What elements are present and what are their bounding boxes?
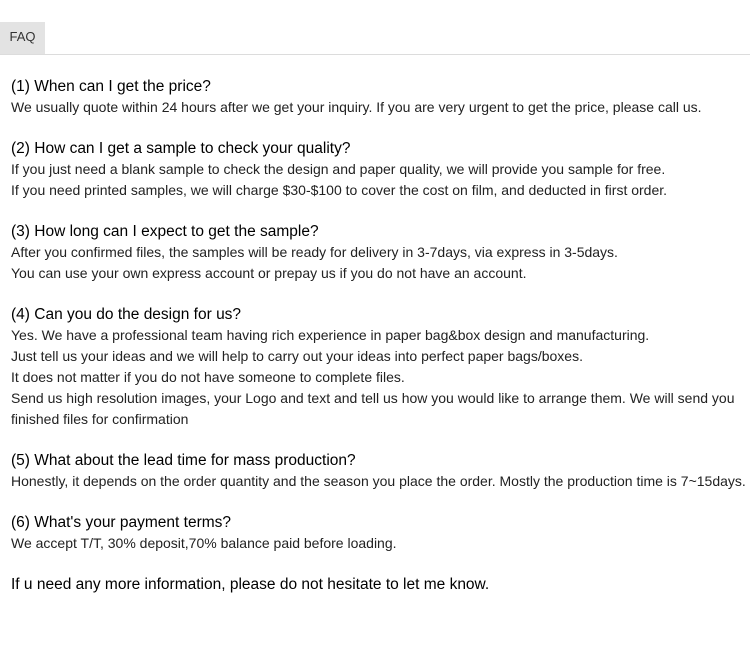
- faq-item-6: [11, 512, 747, 554]
- faq-item-5: [11, 450, 747, 492]
- faq-answer-5-line-1: Honestly, it depends on the order quantity and the season you place the order. Mostly the production time is 7~15days.: [11, 473, 746, 489]
- faq-question-5: (5) What about the lead time for mass production?: [11, 452, 356, 469]
- tab-faq[interactable]: FAQ: [0, 22, 45, 54]
- faq-answer-2-line-2: If you need printed samples, we will charge $30-$100 to cover the cost on film, and deducted in first order.: [11, 182, 668, 198]
- closing-note: If u need any more information, please do not hesitate to let me know.: [11, 576, 490, 593]
- faq-answer-4-line-3: It does not matter if you do not have someone to complete files.: [11, 369, 405, 385]
- faq-question-2: (2) How can I get a sample to check your quality?: [11, 140, 351, 157]
- faq-question-1: (1) When can I get the price?: [11, 78, 211, 95]
- faq-answer-6-line-1: We accept T/T, 30% deposit,70% balance paid before loading.: [11, 535, 397, 551]
- faq-answer-3-line-2: You can use your own express account or prepay us if you do not have an account.: [11, 265, 527, 281]
- faq-answer-4-line-2: Just tell us your ideas and we will help to carry out your ideas into perfect paper bags/boxes.: [11, 348, 583, 364]
- faq-answer-3-line-1: After you confirmed files, the samples will be ready for delivery in 3-7days, via express in 3-5days.: [11, 244, 618, 260]
- faq-answer-1-line-1: We usually quote within 24 hours after we get your inquiry. If you are very urgent to get the price, please call us.: [11, 99, 702, 115]
- faq-answer-4-line-1: Yes. We have a professional team having rich experience in paper bag&box design and manufacturing.: [11, 327, 650, 343]
- faq-question-4: (4) Can you do the design for us?: [11, 306, 242, 323]
- faq-item-4: [11, 304, 747, 430]
- faq-answer-4-line-4: Send us high resolution images, your Logo and text and tell us how you would like to arrange them. We will send you finished files for confirmation: [11, 390, 735, 427]
- faq-item-2: [11, 138, 747, 201]
- faq-content: [11, 76, 747, 595]
- faq-item-3: [11, 221, 747, 284]
- faq-question-3: (3) How long can I expect to get the sample?: [11, 223, 319, 240]
- faq-question-6: (6) What's your payment terms?: [11, 514, 232, 531]
- faq-answer-2-line-1: If you just need a blank sample to check the design and paper quality, we will provide you sample for free.: [11, 161, 666, 177]
- faq-item-1: [11, 76, 747, 118]
- tab-bar: [0, 22, 750, 55]
